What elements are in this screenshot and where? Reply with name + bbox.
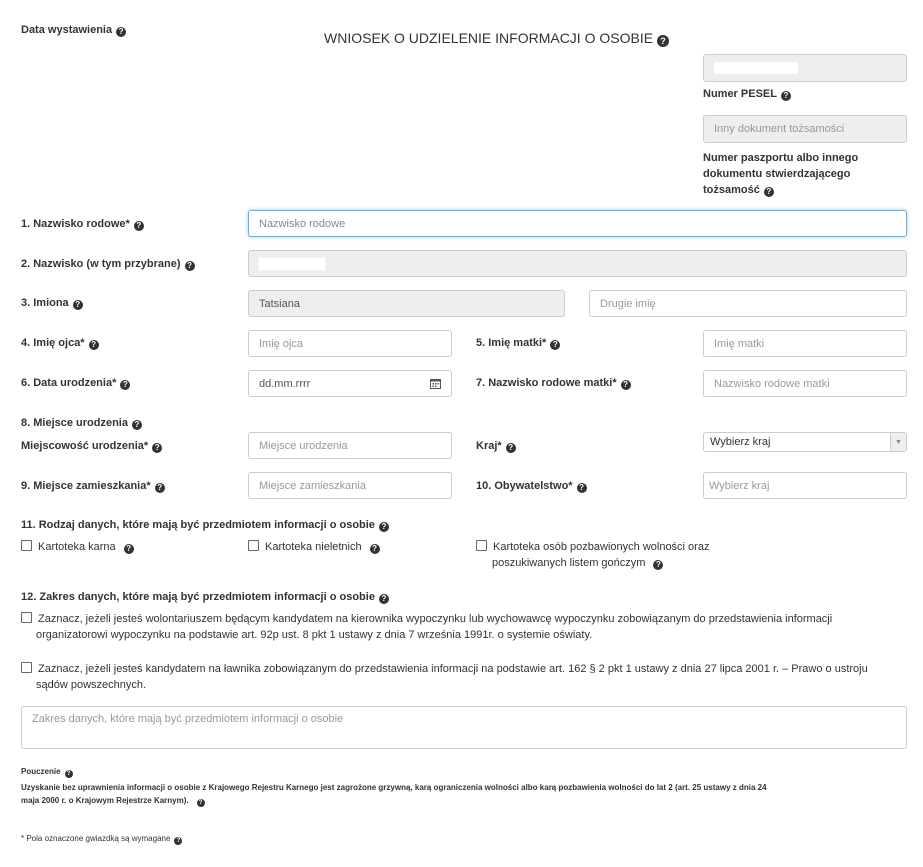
help-icon[interactable]: ?	[65, 770, 73, 778]
help-icon[interactable]: ?	[124, 544, 134, 554]
help-icon[interactable]: ?	[116, 27, 126, 37]
page-title: WNIOSEK O UDZIELENIE INFORMACJI O OSOBIE ?	[324, 30, 669, 47]
second-name-input[interactable]: Drugie imię	[589, 290, 907, 317]
volunteer-checkbox[interactable]	[21, 612, 32, 623]
mother-name-label: 5. Imię matki* ?	[476, 337, 560, 350]
residence-label: 9. Miejsce zamieszkania* ?	[21, 480, 165, 493]
pesel-label: Numer PESEL ?	[703, 88, 791, 101]
help-icon[interactable]: ?	[781, 91, 791, 101]
other-document-input[interactable]: Inny dokument tożsamości	[703, 115, 907, 143]
country-label: Kraj* ?	[476, 440, 516, 453]
data-type-label: 11. Rodzaj danych, które mają być przedmiotem informacji o osobie ?	[21, 519, 389, 532]
help-icon[interactable]: ?	[379, 522, 389, 532]
surname-label: 2. Nazwisko (w tym przybrane) ?	[21, 258, 195, 271]
help-icon[interactable]: ?	[550, 340, 560, 350]
help-icon[interactable]: ?	[657, 35, 669, 47]
mother-birth-surname-label: 7. Nazwisko rodowe matki* ?	[476, 377, 631, 390]
help-icon[interactable]: ?	[174, 837, 182, 845]
pesel-input[interactable]	[703, 54, 907, 82]
citizenship-input[interactable]: Wybierz kraj	[703, 472, 907, 499]
help-icon[interactable]: ?	[653, 560, 663, 570]
father-name-label: 4. Imię ojca* ?	[21, 337, 99, 350]
mother-name-input[interactable]: Imię matki	[703, 330, 907, 357]
help-icon[interactable]: ?	[379, 594, 389, 604]
help-icon[interactable]: ?	[197, 799, 205, 807]
juror-option[interactable]: Zaznacz, jeżeli jesteś kandydatem na ławnika zobowiązanym do przedstawienia informacji na podstawie art. 162 § 2 pkt 1 ustawy z dnia 27 lipca 2001 r. – Prawo o ustroju sądów powszechnych.	[21, 661, 868, 693]
residence-input[interactable]: Miejsce zamieszkania	[248, 472, 452, 499]
chevron-down-icon[interactable]: ▼	[890, 433, 906, 451]
country-select[interactable]: Wybierz kraj ▼	[703, 432, 907, 452]
help-icon[interactable]: ?	[506, 443, 516, 453]
detention-record-option[interactable]: Kartoteka osób pozbawionych wolności oraz poszukiwanych listem gończym ?	[476, 539, 709, 571]
help-icon[interactable]: ?	[621, 380, 631, 390]
help-icon[interactable]: ?	[152, 443, 162, 453]
volunteer-option[interactable]: Zaznacz, jeżeli jesteś wolontariuszem będącym kandydatem na kierownika wypoczynku lub wychowawcę wypoczynku zobowiązanym do przedstawienia informacji organizatorowi wypoczynku na podstawie art. 92p ust. 8 pkt 1 ustawy z dnia 7 września 1991r. o systemie oświaty.	[21, 611, 832, 643]
help-icon[interactable]: ?	[134, 221, 144, 231]
birth-surname-label: 1. Nazwisko rodowe* ?	[21, 218, 144, 231]
help-icon[interactable]: ?	[577, 483, 587, 493]
criminal-record-option[interactable]: Kartoteka karna ?	[21, 539, 134, 555]
father-name-input[interactable]: Imię ojca	[248, 330, 452, 357]
juvenile-record-option[interactable]: Kartoteka nieletnich ?	[248, 539, 380, 555]
detention-record-checkbox[interactable]	[476, 540, 487, 551]
birth-place-label: 8. Miejsce urodzenia ?	[21, 417, 142, 430]
help-icon[interactable]: ?	[185, 261, 195, 271]
redacted-value	[714, 62, 798, 74]
help-icon[interactable]: ?	[764, 187, 774, 197]
juror-checkbox[interactable]	[21, 662, 32, 673]
data-scope-textarea[interactable]: Zakres danych, które mają być przedmiotem informacji o osobie	[21, 706, 907, 749]
notice-text: Uzyskanie bez uprawnienia informacji o osobie z Krajowego Rejestru Karnego jest zagrożone grzywną, karą ograniczenia wolności albo karą pozbawienia wolności do lat 2 (art. 25 ustawy z dnia 24 maja 2000 r. o Krajowym Rejestrze Karnym). ?	[21, 783, 767, 806]
juvenile-record-checkbox[interactable]	[248, 540, 259, 551]
date-issued-label: Data wystawienia ?	[21, 24, 126, 37]
criminal-record-checkbox[interactable]	[21, 540, 32, 551]
birth-date-label: 6. Data urodzenia* ?	[21, 377, 130, 390]
birth-surname-input[interactable]: Nazwisko rodowe	[248, 210, 907, 237]
birth-city-input[interactable]: Miejsce urodzenia	[248, 432, 452, 459]
first-name-input[interactable]: Tatsiana	[248, 290, 565, 317]
names-label: 3. Imiona ?	[21, 297, 83, 310]
help-icon[interactable]: ?	[132, 420, 142, 430]
redacted-value	[259, 258, 325, 270]
help-icon[interactable]: ?	[120, 380, 130, 390]
help-icon[interactable]: ?	[370, 544, 380, 554]
notice-label: Pouczenie ?	[21, 765, 73, 778]
other-document-label: Numer paszportu albo innego dokumentu stwierdzającego tożsamość ?	[703, 152, 859, 196]
help-icon[interactable]: ?	[89, 340, 99, 350]
citizenship-label: 10. Obywatelstwo* ?	[476, 480, 587, 493]
birth-city-label: Miejscowość urodzenia* ?	[21, 440, 162, 453]
calendar-icon[interactable]	[430, 378, 441, 389]
mother-birth-surname-input[interactable]: Nazwisko rodowe matki	[703, 370, 907, 397]
surname-input[interactable]	[248, 250, 907, 277]
help-icon[interactable]: ?	[155, 483, 165, 493]
help-icon[interactable]: ?	[73, 300, 83, 310]
birth-date-input[interactable]: dd.mm.rrrr	[248, 370, 452, 397]
required-fields-note: * Pola oznaczone gwiazdką są wymagane ?	[21, 834, 182, 845]
data-scope-label: 12. Zakres danych, które mają być przedmiotem informacji o osobie ?	[21, 591, 389, 604]
